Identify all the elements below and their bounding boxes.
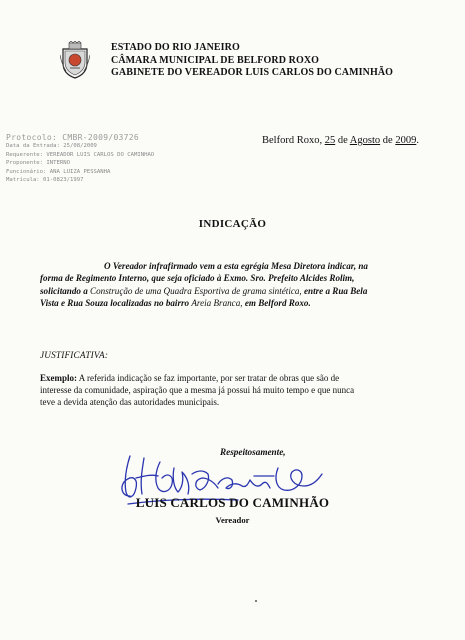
paragraph-segment: Vista e Rua Souza localizadas no bairro: [40, 298, 192, 309]
letterhead-chamber: CÂMARA MUNICIPAL DE BELFORD ROXO: [111, 54, 320, 66]
date-sep: de: [380, 135, 396, 146]
stamp-line: Proponente: INTERNO: [6, 160, 70, 167]
signer-name: LUIS CARLOS DO CAMINHÃO: [135, 495, 330, 510]
protocol-number: Protocolo: CMBR-2009/03726: [6, 133, 140, 142]
protocol-stamp: [6, 133, 174, 185]
justification-heading: JUSTIFICATIVA:: [40, 350, 109, 360]
paragraph-segment: entre a Rua Bela: [301, 285, 368, 296]
signer-role: Vereador: [215, 515, 250, 525]
justification-segment: A referida indicação se faz importante, por ser tratar de obras que são de: [78, 373, 340, 383]
justification-text: [40, 372, 425, 408]
scan-speck: [255, 600, 257, 602]
justification-line: teve a devida atenção das autoridades municipais.: [40, 397, 220, 407]
date-day: 25: [324, 135, 336, 146]
example-label: Exemplo:: [40, 373, 77, 383]
date-line: [262, 135, 419, 146]
coat-of-arms-logo: [60, 41, 90, 79]
stamp-line: Requerente: VEREADOR LUIS CARLOS DO CAMINHAO: [6, 151, 155, 158]
document-title: INDICAÇÃO: [198, 218, 267, 230]
date-year: 2009: [395, 135, 417, 146]
paragraph-segment: Areia Branca,: [191, 298, 243, 309]
indication-paragraph: [40, 260, 425, 310]
paragraph-segment: Construção de uma Quadra Esportiva de grama sintética,: [90, 285, 302, 296]
paragraph-line: [40, 297, 425, 309]
paragraph-line: O Vereador infrafirmado vem a esta egrégia Mesa Diretora indicar, na: [104, 261, 368, 271]
letterhead-state: ESTADO DO RIO JANEIRO: [111, 42, 240, 53]
paragraph-line: forma de Regimento Interno, que seja oficiado à Exmo. Sro. Prefeito Alcides Rolim,: [40, 273, 355, 284]
letterhead: [111, 42, 393, 80]
stamp-line: Data da Entrada: 25/08/2009: [6, 143, 97, 149]
date-month: Agosto: [349, 135, 381, 146]
date-sep: de: [335, 135, 350, 146]
paragraph-segment: solicitando a: [40, 285, 91, 296]
letterhead-office: GABINETE DO VEREADOR LUIS CARLOS DO CAMINHÃO: [111, 67, 394, 78]
justification-line: interesse da comunidade, aspiração que a mesma já possui há muito tempo e que nunca: [40, 385, 355, 395]
date-end: .: [416, 135, 419, 146]
paragraph-segment: em Belford Roxo.: [242, 298, 311, 309]
closing-salutation: Respeitosamente,: [220, 447, 286, 457]
stamp-line: Matrícula: 01-0823/1997: [6, 177, 84, 184]
paragraph-line: [40, 285, 425, 297]
date-city: Belford Roxo,: [262, 135, 325, 146]
stamp-line: Funcionário: ANA LUIZA PESSANHA: [6, 168, 111, 175]
justification-line: [40, 372, 425, 384]
